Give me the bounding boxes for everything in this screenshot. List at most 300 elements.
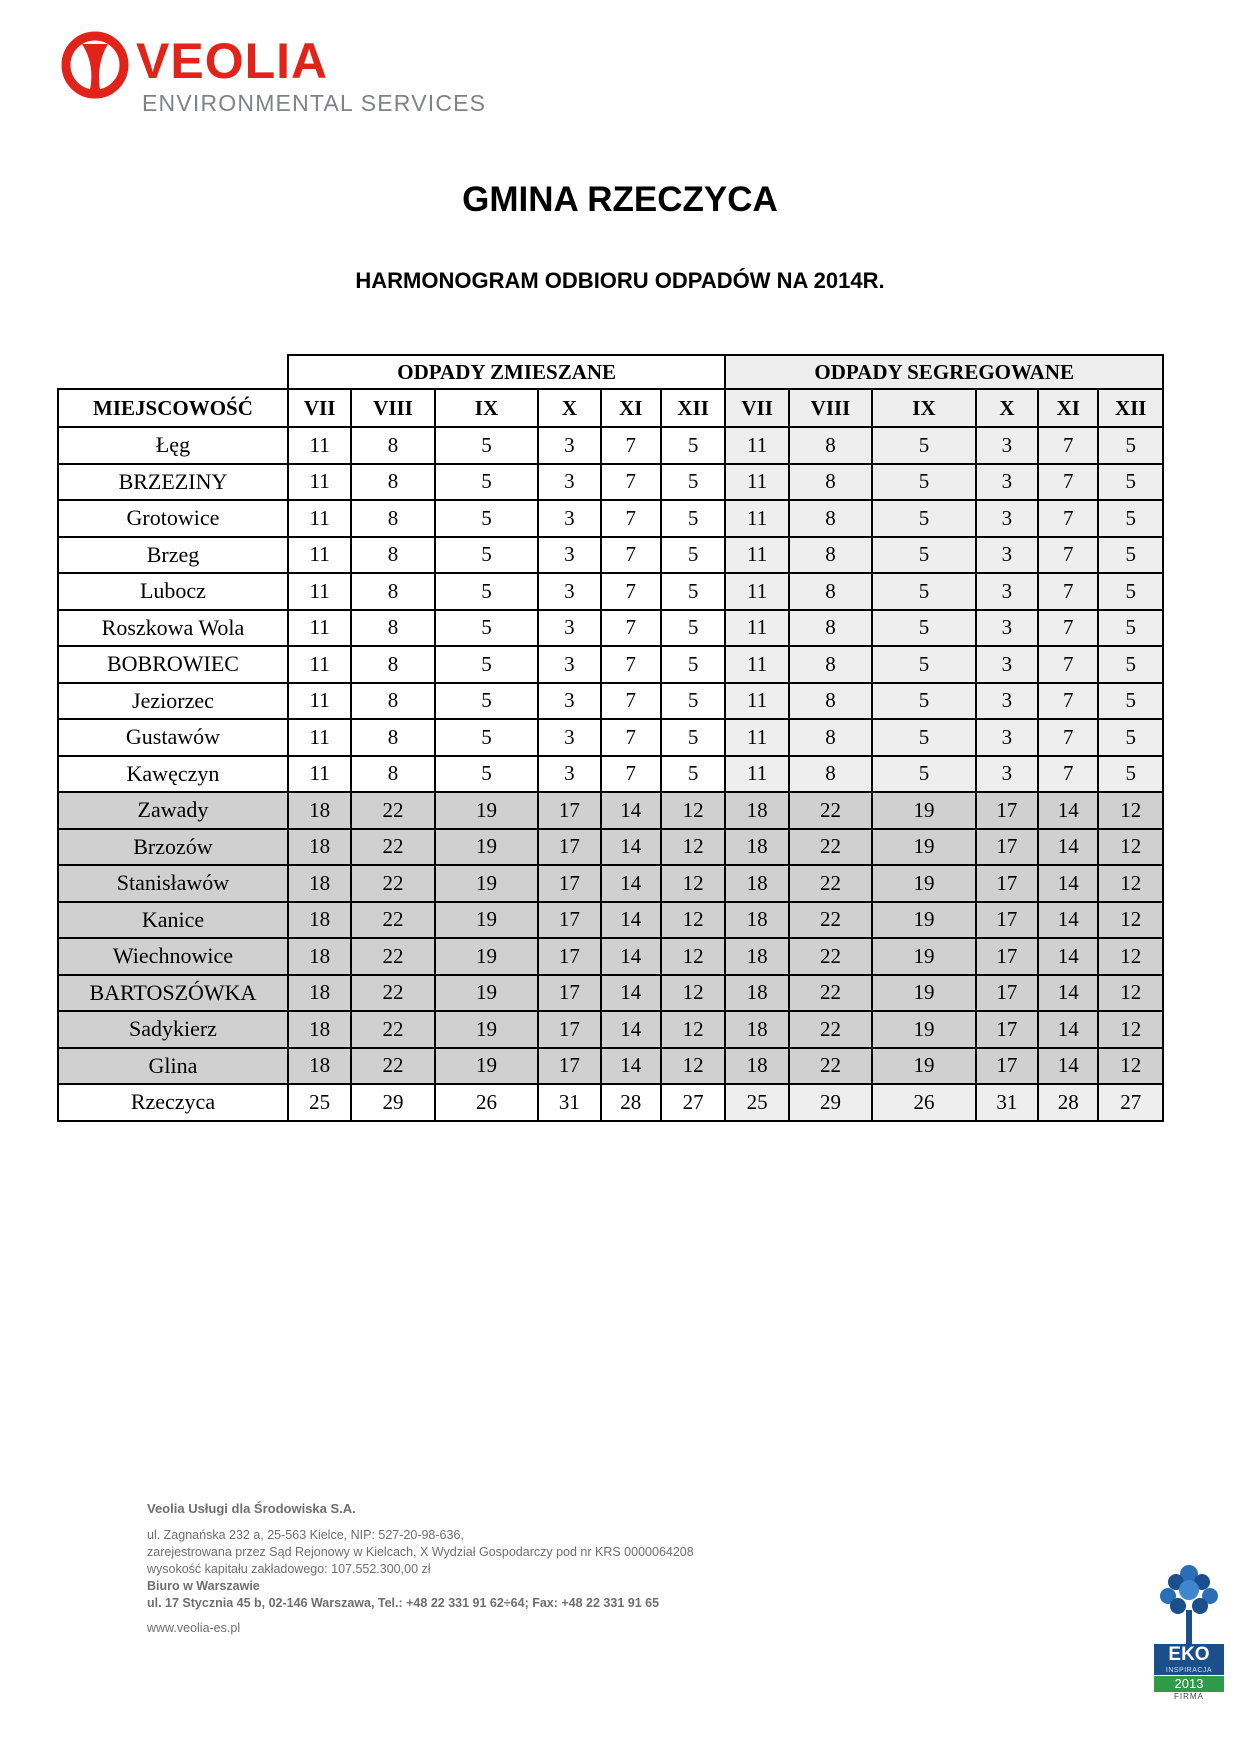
mixed-day-cell: 3	[538, 756, 600, 793]
sorted-day-cell: 18	[725, 792, 788, 829]
sorted-day-cell: 22	[789, 1011, 872, 1048]
location-cell: Roszkowa Wola	[58, 610, 288, 647]
sorted-day-cell: 17	[976, 938, 1038, 975]
sorted-day-cell: 17	[976, 792, 1038, 829]
sorted-day-cell: 11	[725, 646, 788, 683]
sorted-day-cell: 8	[789, 756, 872, 793]
footer-company: Veolia Usługi dla Środowiska S.A.	[147, 1501, 356, 1516]
sorted-day-cell: 12	[1098, 865, 1163, 902]
table-row	[58, 865, 1163, 902]
location-cell: Lubocz	[58, 573, 288, 610]
sorted-day-cell: 5	[1098, 427, 1163, 464]
sorted-day-cell: 14	[1038, 1048, 1098, 1085]
sorted-day-cell: 11	[725, 719, 788, 756]
sorted-day-cell: 14	[1038, 902, 1098, 939]
month-header: VII	[288, 389, 351, 427]
month-header: IX	[435, 389, 539, 427]
sorted-day-cell: 11	[725, 500, 788, 537]
mixed-day-cell: 8	[351, 719, 434, 756]
sorted-day-cell: 12	[1098, 1011, 1163, 1048]
sorted-day-cell: 22	[789, 829, 872, 866]
sorted-day-cell: 11	[725, 573, 788, 610]
veolia-logo-icon	[60, 30, 130, 100]
sorted-day-cell: 17	[976, 865, 1038, 902]
eko-badge	[1154, 1560, 1224, 1702]
mixed-day-cell: 5	[435, 573, 539, 610]
location-cell: Brzozów	[58, 829, 288, 866]
sorted-day-cell: 7	[1038, 573, 1098, 610]
mixed-day-cell: 3	[538, 464, 600, 501]
mixed-day-cell: 7	[601, 646, 661, 683]
table-row	[58, 683, 1163, 720]
mixed-day-cell: 5	[435, 719, 539, 756]
sorted-day-cell: 28	[1038, 1084, 1098, 1121]
location-cell: Rzeczyca	[58, 1084, 288, 1121]
sorted-day-cell: 19	[872, 938, 976, 975]
mixed-day-cell: 22	[351, 792, 434, 829]
sorted-day-cell: 7	[1038, 427, 1098, 464]
location-cell: Zawady	[58, 792, 288, 829]
badge-label: FIRMA	[1174, 1692, 1204, 1701]
mixed-day-cell: 7	[601, 610, 661, 647]
sorted-day-cell: 8	[789, 646, 872, 683]
logo-tagline: ENVIRONMENTAL SERVICES	[142, 90, 487, 116]
mixed-day-cell: 3	[538, 719, 600, 756]
mixed-day-cell: 8	[351, 500, 434, 537]
mixed-day-cell: 17	[538, 792, 600, 829]
table-row	[58, 1011, 1163, 1048]
mixed-day-cell: 5	[661, 683, 725, 720]
sorted-day-cell: 26	[872, 1084, 976, 1121]
sorted-day-cell: 5	[1098, 537, 1163, 574]
sorted-day-cell: 3	[976, 427, 1038, 464]
sorted-day-cell: 22	[789, 865, 872, 902]
sorted-day-cell: 14	[1038, 1011, 1098, 1048]
mixed-day-cell: 17	[538, 902, 600, 939]
month-header: X	[538, 389, 600, 427]
location-cell: Grotowice	[58, 500, 288, 537]
mixed-day-cell: 18	[288, 938, 351, 975]
mixed-day-cell: 19	[435, 829, 539, 866]
footer-office-address: ul. 17 Stycznia 45 b, 02-146 Warszawa, Tel.: +48 22 331 91 62÷64; Fax: +48 22 331 91 65	[147, 1596, 660, 1610]
mixed-day-cell: 5	[661, 573, 725, 610]
sorted-day-cell: 19	[872, 975, 976, 1012]
month-header: IX	[872, 389, 976, 427]
table-row	[58, 464, 1163, 501]
location-cell: Kawęczyn	[58, 756, 288, 793]
month-header: VIII	[789, 389, 872, 427]
location-cell: Brzeg	[58, 537, 288, 574]
table-row	[58, 573, 1163, 610]
logo-brand: VEOLIA	[136, 33, 329, 89]
table-row	[58, 646, 1163, 683]
mixed-day-cell: 5	[661, 500, 725, 537]
mixed-day-cell: 18	[288, 829, 351, 866]
location-cell: Gustawów	[58, 719, 288, 756]
table-row	[58, 756, 1163, 793]
mixed-day-cell: 7	[601, 500, 661, 537]
sorted-day-cell: 17	[976, 902, 1038, 939]
mixed-day-cell: 22	[351, 829, 434, 866]
sorted-day-cell: 5	[1098, 646, 1163, 683]
mixed-day-cell: 22	[351, 938, 434, 975]
table-body	[58, 427, 1163, 1121]
mixed-day-cell: 27	[661, 1084, 725, 1121]
table-row	[58, 537, 1163, 574]
location-cell: BARTOSZÓWKA	[58, 975, 288, 1012]
sorted-day-cell: 14	[1038, 865, 1098, 902]
sorted-day-cell: 7	[1038, 464, 1098, 501]
sorted-day-cell: 18	[725, 1011, 788, 1048]
mixed-day-cell: 11	[288, 683, 351, 720]
sorted-day-cell: 3	[976, 464, 1038, 501]
table-corner	[58, 355, 288, 389]
sorted-day-cell: 12	[1098, 938, 1163, 975]
month-header: XII	[661, 389, 725, 427]
mixed-day-cell: 22	[351, 1011, 434, 1048]
sorted-day-cell: 5	[872, 464, 976, 501]
sorted-day-cell: 11	[725, 537, 788, 574]
sorted-day-cell: 7	[1038, 500, 1098, 537]
mixed-day-cell: 11	[288, 573, 351, 610]
month-header: XI	[601, 389, 661, 427]
mixed-day-cell: 25	[288, 1084, 351, 1121]
mixed-day-cell: 11	[288, 500, 351, 537]
mixed-day-cell: 12	[661, 938, 725, 975]
month-header: VIII	[351, 389, 434, 427]
sorted-day-cell: 19	[872, 1011, 976, 1048]
mixed-day-cell: 17	[538, 975, 600, 1012]
mixed-day-cell: 5	[661, 427, 725, 464]
sorted-day-cell: 7	[1038, 683, 1098, 720]
sorted-day-cell: 8	[789, 719, 872, 756]
sorted-day-cell: 5	[872, 573, 976, 610]
mixed-day-cell: 5	[661, 537, 725, 574]
group-header-mixed: ODPADY ZMIESZANE	[288, 355, 725, 389]
mixed-day-cell: 7	[601, 756, 661, 793]
sorted-day-cell: 8	[789, 683, 872, 720]
mixed-day-cell: 14	[601, 902, 661, 939]
mixed-day-cell: 31	[538, 1084, 600, 1121]
mixed-day-cell: 14	[601, 975, 661, 1012]
mixed-day-cell: 7	[601, 427, 661, 464]
sorted-day-cell: 17	[976, 975, 1038, 1012]
mixed-day-cell: 12	[661, 1048, 725, 1085]
location-cell: BOBROWIEC	[58, 646, 288, 683]
mixed-day-cell: 22	[351, 1048, 434, 1085]
sorted-day-cell: 5	[872, 427, 976, 464]
mixed-day-cell: 8	[351, 646, 434, 683]
footer-office-label: Biuro w Warszawie	[147, 1579, 260, 1593]
sorted-day-cell: 18	[725, 902, 788, 939]
sorted-day-cell: 5	[1098, 683, 1163, 720]
mixed-day-cell: 5	[435, 500, 539, 537]
sorted-day-cell: 11	[725, 610, 788, 647]
mixed-day-cell: 14	[601, 829, 661, 866]
sorted-day-cell: 5	[1098, 719, 1163, 756]
sorted-day-cell: 3	[976, 756, 1038, 793]
mixed-day-cell: 11	[288, 427, 351, 464]
sorted-day-cell: 22	[789, 938, 872, 975]
mixed-day-cell: 8	[351, 537, 434, 574]
mixed-day-cell: 19	[435, 792, 539, 829]
collection-schedule-table	[57, 354, 1164, 1122]
sorted-day-cell: 7	[1038, 537, 1098, 574]
mixed-day-cell: 8	[351, 683, 434, 720]
mixed-day-cell: 11	[288, 537, 351, 574]
mixed-day-cell: 5	[435, 427, 539, 464]
mixed-day-cell: 22	[351, 902, 434, 939]
mixed-day-cell: 5	[435, 683, 539, 720]
sorted-day-cell: 19	[872, 829, 976, 866]
location-cell: BRZEZINY	[58, 464, 288, 501]
mixed-day-cell: 19	[435, 1048, 539, 1085]
group-header-sorted: ODPADY SEGREGOWANE	[725, 355, 1163, 389]
sorted-day-cell: 22	[789, 902, 872, 939]
sorted-day-cell: 18	[725, 975, 788, 1012]
table-row	[58, 719, 1163, 756]
mixed-day-cell: 8	[351, 427, 434, 464]
location-cell: Łęg	[58, 427, 288, 464]
sorted-day-cell: 18	[725, 1048, 788, 1085]
sorted-day-cell: 27	[1098, 1084, 1163, 1121]
mixed-day-cell: 11	[288, 610, 351, 647]
mixed-day-cell: 5	[435, 464, 539, 501]
table-row	[58, 829, 1163, 866]
sorted-day-cell: 5	[872, 500, 976, 537]
mixed-day-cell: 28	[601, 1084, 661, 1121]
sorted-day-cell: 17	[976, 1011, 1038, 1048]
mixed-day-cell: 5	[661, 756, 725, 793]
mixed-day-cell: 18	[288, 792, 351, 829]
mixed-day-cell: 11	[288, 464, 351, 501]
footer-website: www.veolia-es.pl	[147, 1621, 241, 1635]
location-cell: Sadykierz	[58, 1011, 288, 1048]
sorted-day-cell: 8	[789, 427, 872, 464]
footer-address: ul. Zagnańska 232 a, 25-563 Kielce, NIP: 527-20-98-636,	[147, 1528, 464, 1542]
sorted-day-cell: 19	[872, 1048, 976, 1085]
mixed-day-cell: 5	[661, 719, 725, 756]
mixed-day-cell: 12	[661, 902, 725, 939]
footer	[147, 1500, 694, 1637]
sorted-day-cell: 3	[976, 500, 1038, 537]
mixed-day-cell: 5	[661, 610, 725, 647]
sorted-day-cell: 14	[1038, 938, 1098, 975]
location-cell: Kanice	[58, 902, 288, 939]
mixed-day-cell: 3	[538, 427, 600, 464]
mixed-day-cell: 5	[435, 646, 539, 683]
sorted-day-cell: 14	[1038, 829, 1098, 866]
table-row	[58, 1048, 1163, 1085]
month-header: VII	[725, 389, 788, 427]
mixed-day-cell: 18	[288, 902, 351, 939]
mixed-day-cell: 8	[351, 573, 434, 610]
sorted-day-cell: 19	[872, 865, 976, 902]
footer-registration: zarejestrowana przez Sąd Rejonowy w Kielcach, X Wydział Gospodarczy pod nr KRS 0000064208	[147, 1545, 694, 1559]
mixed-day-cell: 19	[435, 865, 539, 902]
sorted-day-cell: 7	[1038, 756, 1098, 793]
mixed-day-cell: 22	[351, 865, 434, 902]
location-cell: Glina	[58, 1048, 288, 1085]
month-header: XII	[1098, 389, 1163, 427]
sorted-day-cell: 12	[1098, 1048, 1163, 1085]
mixed-day-cell: 8	[351, 464, 434, 501]
footer-capital: wysokość kapitału zakładowego: 107.552.300,00 zł	[147, 1562, 431, 1576]
table-row	[58, 500, 1163, 537]
mixed-day-cell: 12	[661, 792, 725, 829]
mixed-day-cell: 3	[538, 537, 600, 574]
mixed-day-cell: 5	[435, 610, 539, 647]
mixed-day-cell: 3	[538, 610, 600, 647]
mixed-day-cell: 11	[288, 646, 351, 683]
sorted-day-cell: 11	[725, 464, 788, 501]
mixed-day-cell: 3	[538, 500, 600, 537]
sorted-day-cell: 12	[1098, 829, 1163, 866]
table-row	[58, 427, 1163, 464]
sorted-day-cell: 5	[1098, 610, 1163, 647]
sorted-day-cell: 5	[872, 610, 976, 647]
mixed-day-cell: 11	[288, 719, 351, 756]
sorted-day-cell: 14	[1038, 792, 1098, 829]
sorted-day-cell: 5	[1098, 500, 1163, 537]
table-row	[58, 938, 1163, 975]
month-header: X	[976, 389, 1038, 427]
sorted-day-cell: 12	[1098, 792, 1163, 829]
sorted-day-cell: 5	[1098, 464, 1163, 501]
mixed-day-cell: 18	[288, 1048, 351, 1085]
page-title: GMINA RZECZYCA	[462, 180, 778, 219]
mixed-day-cell: 19	[435, 975, 539, 1012]
mixed-day-cell: 5	[435, 756, 539, 793]
sorted-day-cell: 12	[1098, 975, 1163, 1012]
table-row	[58, 610, 1163, 647]
sorted-day-cell: 11	[725, 756, 788, 793]
mixed-day-cell: 18	[288, 975, 351, 1012]
mixed-day-cell: 5	[435, 537, 539, 574]
sorted-day-cell: 7	[1038, 719, 1098, 756]
sorted-day-cell: 7	[1038, 610, 1098, 647]
mixed-day-cell: 7	[601, 537, 661, 574]
mixed-day-cell: 7	[601, 464, 661, 501]
table-row	[58, 902, 1163, 939]
mixed-day-cell: 12	[661, 865, 725, 902]
sorted-day-cell: 17	[976, 1048, 1038, 1085]
sorted-day-cell: 5	[1098, 573, 1163, 610]
sorted-day-cell: 17	[976, 829, 1038, 866]
table-row	[58, 975, 1163, 1012]
mixed-day-cell: 22	[351, 975, 434, 1012]
mixed-day-cell: 17	[538, 1011, 600, 1048]
mixed-day-cell: 7	[601, 719, 661, 756]
sorted-day-cell: 22	[789, 792, 872, 829]
sorted-day-cell: 18	[725, 829, 788, 866]
location-cell: Jeziorzec	[58, 683, 288, 720]
mixed-day-cell: 14	[601, 865, 661, 902]
sorted-day-cell: 11	[725, 683, 788, 720]
sorted-day-cell: 22	[789, 975, 872, 1012]
mixed-day-cell: 12	[661, 975, 725, 1012]
mixed-day-cell: 12	[661, 829, 725, 866]
location-cell: Stanisławów	[58, 865, 288, 902]
sorted-day-cell: 5	[872, 719, 976, 756]
mixed-day-cell: 18	[288, 1011, 351, 1048]
page-subtitle: HARMONOGRAM ODBIORU ODPADÓW NA 2014R.	[355, 268, 885, 293]
mixed-day-cell: 29	[351, 1084, 434, 1121]
sorted-day-cell: 7	[1038, 646, 1098, 683]
mixed-day-cell: 3	[538, 573, 600, 610]
badge-name: EKO	[1154, 1644, 1224, 1666]
mixed-day-cell: 19	[435, 902, 539, 939]
sorted-day-cell: 14	[1038, 975, 1098, 1012]
tree-icon	[1154, 1560, 1224, 1644]
mixed-day-cell: 5	[661, 464, 725, 501]
veolia-logo	[60, 30, 520, 120]
sorted-day-cell: 8	[789, 500, 872, 537]
mixed-day-cell: 3	[538, 646, 600, 683]
mixed-day-cell: 11	[288, 756, 351, 793]
sorted-day-cell: 8	[789, 573, 872, 610]
badge-line: INSPIRACJA	[1154, 1666, 1224, 1675]
mixed-day-cell: 3	[538, 683, 600, 720]
mixed-day-cell: 7	[601, 683, 661, 720]
mixed-day-cell: 17	[538, 829, 600, 866]
mixed-day-cell: 8	[351, 610, 434, 647]
sorted-day-cell: 19	[872, 792, 976, 829]
mixed-day-cell: 7	[601, 573, 661, 610]
sorted-day-cell: 3	[976, 610, 1038, 647]
sorted-day-cell: 3	[976, 573, 1038, 610]
location-cell: Wiechnowice	[58, 938, 288, 975]
table-row	[58, 792, 1163, 829]
sorted-day-cell: 5	[872, 646, 976, 683]
month-header: XI	[1038, 389, 1098, 427]
mixed-day-cell: 12	[661, 1011, 725, 1048]
sorted-day-cell: 3	[976, 646, 1038, 683]
sorted-day-cell: 25	[725, 1084, 788, 1121]
mixed-day-cell: 17	[538, 938, 600, 975]
location-header: MIEJSCOWOŚĆ	[58, 389, 288, 427]
sorted-day-cell: 22	[789, 1048, 872, 1085]
sorted-day-cell: 5	[872, 756, 976, 793]
sorted-day-cell: 19	[872, 902, 976, 939]
mixed-day-cell: 17	[538, 865, 600, 902]
sorted-day-cell: 5	[872, 537, 976, 574]
mixed-day-cell: 14	[601, 1011, 661, 1048]
mixed-day-cell: 17	[538, 1048, 600, 1085]
table-row	[58, 1084, 1163, 1121]
sorted-day-cell: 18	[725, 938, 788, 975]
sorted-day-cell: 11	[725, 427, 788, 464]
mixed-day-cell: 14	[601, 792, 661, 829]
sorted-day-cell: 8	[789, 464, 872, 501]
sorted-day-cell: 18	[725, 865, 788, 902]
sorted-day-cell: 12	[1098, 902, 1163, 939]
mixed-day-cell: 14	[601, 1048, 661, 1085]
sorted-day-cell: 3	[976, 719, 1038, 756]
badge-year: 2013	[1154, 1676, 1224, 1692]
sorted-day-cell: 29	[789, 1084, 872, 1121]
mixed-day-cell: 5	[661, 646, 725, 683]
mixed-day-cell: 14	[601, 938, 661, 975]
sorted-day-cell: 5	[872, 683, 976, 720]
sorted-day-cell: 8	[789, 537, 872, 574]
mixed-day-cell: 18	[288, 865, 351, 902]
sorted-day-cell: 8	[789, 610, 872, 647]
mixed-day-cell: 19	[435, 938, 539, 975]
sorted-day-cell: 3	[976, 537, 1038, 574]
sorted-day-cell: 5	[1098, 756, 1163, 793]
mixed-day-cell: 8	[351, 756, 434, 793]
